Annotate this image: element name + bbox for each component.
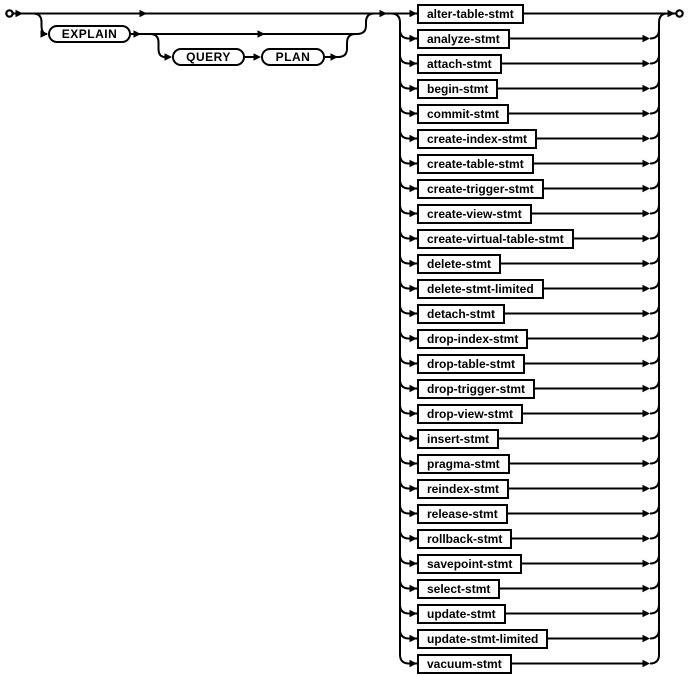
stmt-rollback-stmt[interactable]: rollback-stmt (417, 529, 512, 549)
stmt-attach-stmt[interactable]: attach-stmt (417, 54, 502, 74)
stmt-create-index-stmt[interactable]: create-index-stmt (417, 129, 537, 149)
stmt-commit-stmt[interactable]: commit-stmt (417, 104, 509, 124)
stmt-drop-view-stmt[interactable]: drop-view-stmt (417, 404, 523, 424)
stmt-drop-trigger-stmt[interactable]: drop-trigger-stmt (417, 379, 535, 399)
stmt-create-virtual-table-stmt[interactable]: create-virtual-table-stmt (417, 229, 574, 249)
stmt-reindex-stmt[interactable]: reindex-stmt (417, 479, 509, 499)
stmt-create-trigger-stmt[interactable]: create-trigger-stmt (417, 179, 544, 199)
stmt-update-stmt[interactable]: update-stmt (417, 604, 506, 624)
keyword-explain: EXPLAIN (48, 25, 131, 43)
stmt-delete-stmt-limited[interactable]: delete-stmt-limited (417, 279, 544, 299)
stmt-drop-index-stmt[interactable]: drop-index-stmt (417, 329, 528, 349)
stmt-begin-stmt[interactable]: begin-stmt (417, 79, 498, 99)
stmt-insert-stmt[interactable]: insert-stmt (417, 429, 499, 449)
stmt-release-stmt[interactable]: release-stmt (417, 504, 508, 524)
end-terminal-icon (676, 10, 682, 16)
keyword-query: QUERY (172, 48, 245, 66)
keyword-plan: PLAN (261, 48, 325, 66)
stmt-pragma-stmt[interactable]: pragma-stmt (417, 454, 510, 474)
connector-lines (13, 14, 676, 664)
stmt-alter-table-stmt[interactable]: alter-table-stmt (417, 4, 524, 24)
stmt-vacuum-stmt[interactable]: vacuum-stmt (417, 654, 512, 674)
stmt-analyze-stmt[interactable]: analyze-stmt (417, 29, 510, 49)
stmt-update-stmt-limited[interactable]: update-stmt-limited (417, 629, 548, 649)
stmt-delete-stmt[interactable]: delete-stmt (417, 254, 501, 274)
stmt-select-stmt[interactable]: select-stmt (417, 579, 500, 599)
stmt-savepoint-stmt[interactable]: savepoint-stmt (417, 554, 522, 574)
stmt-create-view-stmt[interactable]: create-view-stmt (417, 204, 532, 224)
stmt-drop-table-stmt[interactable]: drop-table-stmt (417, 354, 525, 374)
stmt-detach-stmt[interactable]: detach-stmt (417, 304, 505, 324)
start-terminal-icon (6, 10, 12, 16)
stmt-create-table-stmt[interactable]: create-table-stmt (417, 154, 534, 174)
